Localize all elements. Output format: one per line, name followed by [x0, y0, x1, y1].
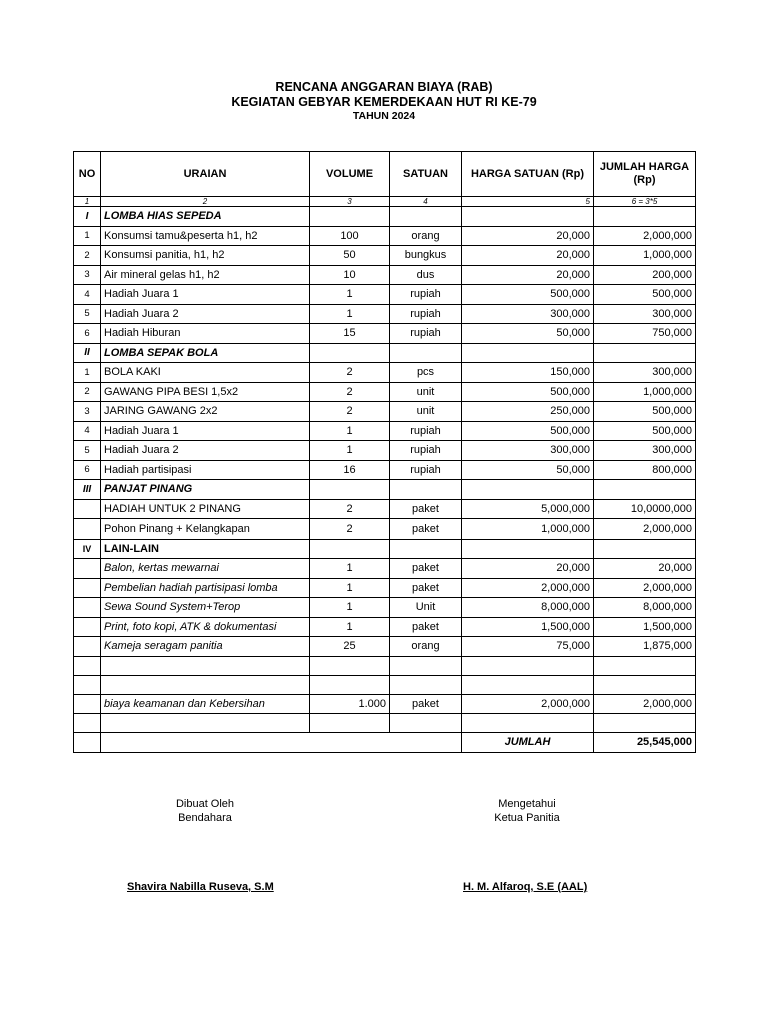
empty-cell — [74, 714, 101, 733]
item-volume: 25 — [310, 637, 390, 657]
item-number: 6 — [74, 324, 101, 344]
header-uraian: URAIAN — [101, 152, 310, 197]
item-description: biaya keamanan dan Kebersihan — [101, 694, 310, 714]
section-row — [74, 207, 696, 227]
item-volume: 16 — [310, 460, 390, 480]
item-number — [74, 598, 101, 618]
item-total-price: 1,000,000 — [594, 382, 696, 402]
index-cell: 5 — [462, 197, 594, 207]
item-unit: rupiah — [390, 285, 462, 305]
empty-cell — [462, 480, 594, 500]
item-unit-price: 50,000 — [462, 324, 594, 344]
blank-row — [74, 714, 696, 733]
total-value: 25,545,000 — [594, 733, 696, 753]
item-unit-price: 75,000 — [462, 637, 594, 657]
signature-left-title: Bendahara — [178, 811, 232, 824]
item-total-price: 10,0000,000 — [594, 499, 696, 519]
item-volume: 2 — [310, 519, 390, 540]
empty-cell — [310, 656, 390, 675]
item-number — [74, 694, 101, 714]
item-description: Hadiah Juara 2 — [101, 441, 310, 461]
item-total-price: 500,000 — [594, 285, 696, 305]
item-unit: paket — [390, 559, 462, 579]
item-unit: orang — [390, 226, 462, 246]
item-unit-price: 500,000 — [462, 285, 594, 305]
empty-cell — [101, 656, 310, 675]
item-unit-price: 1,500,000 — [462, 617, 594, 637]
table-row — [74, 226, 696, 246]
item-total-price: 1,500,000 — [594, 617, 696, 637]
item-volume: 1 — [310, 285, 390, 305]
budget-table — [73, 151, 696, 753]
blank-row — [74, 656, 696, 675]
item-unit: Unit — [390, 598, 462, 618]
item-description: BOLA KAKI — [101, 363, 310, 383]
item-total-price: 1,000,000 — [594, 246, 696, 266]
empty-cell — [594, 675, 696, 694]
signature-right-role: Mengetahui — [498, 798, 556, 810]
table-row — [74, 519, 696, 540]
signature-left-role: Dibuat Oleh — [175, 798, 235, 810]
empty-cell — [310, 675, 390, 694]
item-total-price: 300,000 — [594, 304, 696, 324]
item-volume: 15 — [310, 324, 390, 344]
empty-cell — [594, 207, 696, 227]
item-volume: 1 — [310, 617, 390, 637]
table-row — [74, 382, 696, 402]
item-unit-price: 500,000 — [462, 421, 594, 441]
item-total-price: 2,000,000 — [594, 226, 696, 246]
item-total-price: 1,875,000 — [594, 637, 696, 657]
section-row — [74, 343, 696, 363]
item-description: GAWANG PIPA BESI 1,5x2 — [101, 382, 310, 402]
table-row — [74, 460, 696, 480]
item-total-price: 200,000 — [594, 265, 696, 285]
document-subtitle: KEGIATAN GEBYAR KEMERDEKAAN HUT RI KE-79 — [231, 95, 537, 109]
table-row — [74, 246, 696, 266]
empty-cell — [594, 656, 696, 675]
item-total-price: 20,000 — [594, 559, 696, 579]
item-description: Konsumsi panitia, h1, h2 — [101, 246, 310, 266]
item-unit-price: 150,000 — [462, 363, 594, 383]
item-description: Pohon Pinang + Kelangkapan — [101, 519, 310, 540]
empty-cell — [390, 207, 462, 227]
item-description: Hadiah Juara 2 — [101, 304, 310, 324]
item-description: Balon, kertas mewarnai — [101, 559, 310, 579]
item-unit: unit — [390, 382, 462, 402]
item-unit-price: 2,000,000 — [462, 694, 594, 714]
empty-cell — [594, 343, 696, 363]
empty-cell — [594, 539, 696, 559]
index-cell: 2 — [101, 197, 310, 207]
empty-cell — [310, 480, 390, 500]
item-volume: 1.000 — [310, 694, 390, 714]
item-unit: pcs — [390, 363, 462, 383]
section-row — [74, 539, 696, 559]
empty-cell — [462, 207, 594, 227]
signature-left — [150, 798, 260, 825]
empty-cell — [462, 714, 594, 733]
item-unit: paket — [390, 578, 462, 598]
table-row — [74, 421, 696, 441]
index-cell: 1 — [74, 197, 101, 207]
empty-cell — [390, 480, 462, 500]
item-number: 4 — [74, 285, 101, 305]
empty-cell — [74, 675, 101, 694]
item-volume: 50 — [310, 246, 390, 266]
item-unit: rupiah — [390, 421, 462, 441]
header-no: NO — [74, 152, 101, 197]
item-volume: 2 — [310, 402, 390, 422]
item-number: 3 — [74, 402, 101, 422]
item-volume: 1 — [310, 559, 390, 579]
table-row — [74, 637, 696, 657]
item-number: 3 — [74, 265, 101, 285]
item-number — [74, 519, 101, 540]
item-total-price: 500,000 — [594, 402, 696, 422]
empty-cell — [74, 733, 101, 753]
item-number — [74, 578, 101, 598]
item-volume: 100 — [310, 226, 390, 246]
item-number — [74, 559, 101, 579]
item-volume: 2 — [310, 499, 390, 519]
empty-cell — [462, 539, 594, 559]
item-total-price: 8,000,000 — [594, 598, 696, 618]
signature-right-name: H. M. Alfaroq, S.E (AAL) — [463, 881, 588, 893]
item-unit: paket — [390, 694, 462, 714]
item-total-price: 500,000 — [594, 421, 696, 441]
item-unit-price: 50,000 — [462, 460, 594, 480]
index-cell: 6 = 3*5 — [594, 197, 696, 207]
item-number: 2 — [74, 246, 101, 266]
item-volume: 10 — [310, 265, 390, 285]
document-title: RENCANA ANGGARAN BIAYA (RAB) — [275, 80, 493, 94]
header-jumlah-harga: JUMLAH HARGA (Rp) — [594, 152, 696, 197]
total-row — [74, 733, 696, 753]
section-title: PANJAT PINANG — [101, 480, 310, 500]
index-cell: 4 — [390, 197, 462, 207]
empty-cell — [462, 675, 594, 694]
signature-right — [472, 798, 582, 825]
item-total-price: 800,000 — [594, 460, 696, 480]
item-description: Hadiah Juara 1 — [101, 421, 310, 441]
empty-cell — [101, 675, 310, 694]
item-description: Hadiah partisipasi — [101, 460, 310, 480]
item-unit-price: 20,000 — [462, 265, 594, 285]
item-number: 1 — [74, 226, 101, 246]
item-number: 1 — [74, 363, 101, 383]
table-row — [74, 598, 696, 618]
table-row — [74, 363, 696, 383]
empty-cell — [390, 714, 462, 733]
item-unit: paket — [390, 617, 462, 637]
item-description: Pembelian hadiah partisipasi lomba — [101, 578, 310, 598]
item-total-price: 2,000,000 — [594, 694, 696, 714]
item-volume: 1 — [310, 421, 390, 441]
section-title: LOMBA HIAS SEPEDA — [101, 207, 310, 227]
item-unit-price: 1,000,000 — [462, 519, 594, 540]
empty-cell — [310, 714, 390, 733]
table-row — [74, 499, 696, 519]
header-harga-satuan: HARGA SATUAN (Rp) — [462, 152, 594, 197]
item-total-price: 2,000,000 — [594, 519, 696, 540]
item-unit-price: 300,000 — [462, 304, 594, 324]
empty-cell — [594, 714, 696, 733]
item-number — [74, 617, 101, 637]
item-unit-price: 8,000,000 — [462, 598, 594, 618]
item-unit-price: 300,000 — [462, 441, 594, 461]
signature-right-title: Ketua Panitia — [494, 811, 560, 824]
item-volume: 1 — [310, 304, 390, 324]
document-year: TAHUN 2024 — [352, 110, 416, 122]
item-number: 4 — [74, 421, 101, 441]
item-description: Sewa Sound System+Terop — [101, 598, 310, 618]
item-number: 5 — [74, 441, 101, 461]
item-number: 5 — [74, 304, 101, 324]
item-number — [74, 499, 101, 519]
item-unit: rupiah — [390, 460, 462, 480]
item-volume: 1 — [310, 441, 390, 461]
empty-cell — [310, 539, 390, 559]
section-row — [74, 480, 696, 500]
table-row — [74, 402, 696, 422]
item-unit: orang — [390, 637, 462, 657]
empty-cell — [390, 656, 462, 675]
signature-left-name: Shavira Nabilla Ruseva, S.M — [127, 881, 274, 893]
header-satuan: SATUAN — [390, 152, 462, 197]
empty-cell — [390, 539, 462, 559]
item-unit: bungkus — [390, 246, 462, 266]
empty-cell — [74, 656, 101, 675]
item-volume: 1 — [310, 578, 390, 598]
item-description: Hadiah Juara 1 — [101, 285, 310, 305]
column-index-row — [74, 197, 696, 207]
item-description: Konsumsi tamu&peserta h1, h2 — [101, 226, 310, 246]
empty-cell — [594, 480, 696, 500]
item-description: HADIAH UNTUK 2 PINANG — [101, 499, 310, 519]
item-unit: rupiah — [390, 324, 462, 344]
item-total-price: 300,000 — [594, 363, 696, 383]
empty-cell — [462, 343, 594, 363]
empty-cell — [101, 733, 462, 753]
item-unit: rupiah — [390, 304, 462, 324]
item-volume: 2 — [310, 363, 390, 383]
item-unit: rupiah — [390, 441, 462, 461]
item-unit-price: 500,000 — [462, 382, 594, 402]
table-row — [74, 285, 696, 305]
item-unit: unit — [390, 402, 462, 422]
blank-row — [74, 675, 696, 694]
item-description: Hadiah Hiburan — [101, 324, 310, 344]
item-description: Print, foto kopi, ATK & dokumentasi — [101, 617, 310, 637]
item-unit: dus — [390, 265, 462, 285]
table-row — [74, 617, 696, 637]
empty-cell — [310, 207, 390, 227]
empty-cell — [390, 343, 462, 363]
table-row — [74, 441, 696, 461]
item-unit-price: 250,000 — [462, 402, 594, 422]
item-volume: 2 — [310, 382, 390, 402]
item-unit: paket — [390, 519, 462, 540]
item-unit-price: 2,000,000 — [462, 578, 594, 598]
total-label: JUMLAH — [462, 733, 594, 753]
item-total-price: 750,000 — [594, 324, 696, 344]
item-total-price: 2,000,000 — [594, 578, 696, 598]
item-unit-price: 20,000 — [462, 559, 594, 579]
table-header-row — [74, 152, 696, 197]
item-unit-price: 5,000,000 — [462, 499, 594, 519]
item-total-price: 300,000 — [594, 441, 696, 461]
item-unit: paket — [390, 499, 462, 519]
header-volume: VOLUME — [310, 152, 390, 197]
item-unit-price: 20,000 — [462, 246, 594, 266]
item-description: Air mineral gelas h1, h2 — [101, 265, 310, 285]
table-row — [74, 324, 696, 344]
section-number: I — [74, 207, 101, 227]
table-row — [74, 559, 696, 579]
section-number: IV — [74, 539, 101, 559]
index-cell: 3 — [310, 197, 390, 207]
empty-cell — [390, 675, 462, 694]
table-row — [74, 694, 696, 714]
item-unit-price: 20,000 — [462, 226, 594, 246]
empty-cell — [101, 714, 310, 733]
table-row — [74, 265, 696, 285]
item-number: 2 — [74, 382, 101, 402]
section-number: III — [74, 480, 101, 500]
item-volume: 1 — [310, 598, 390, 618]
table-row — [74, 304, 696, 324]
item-number — [74, 637, 101, 657]
item-description: Kameja seragam panitia — [101, 637, 310, 657]
section-title: LAIN-LAIN — [101, 539, 310, 559]
section-number: II — [74, 343, 101, 363]
item-description: JARING GAWANG 2x2 — [101, 402, 310, 422]
empty-cell — [310, 343, 390, 363]
table-row — [74, 578, 696, 598]
item-number: 6 — [74, 460, 101, 480]
section-title: LOMBA SEPAK BOLA — [101, 343, 310, 363]
empty-cell — [462, 656, 594, 675]
